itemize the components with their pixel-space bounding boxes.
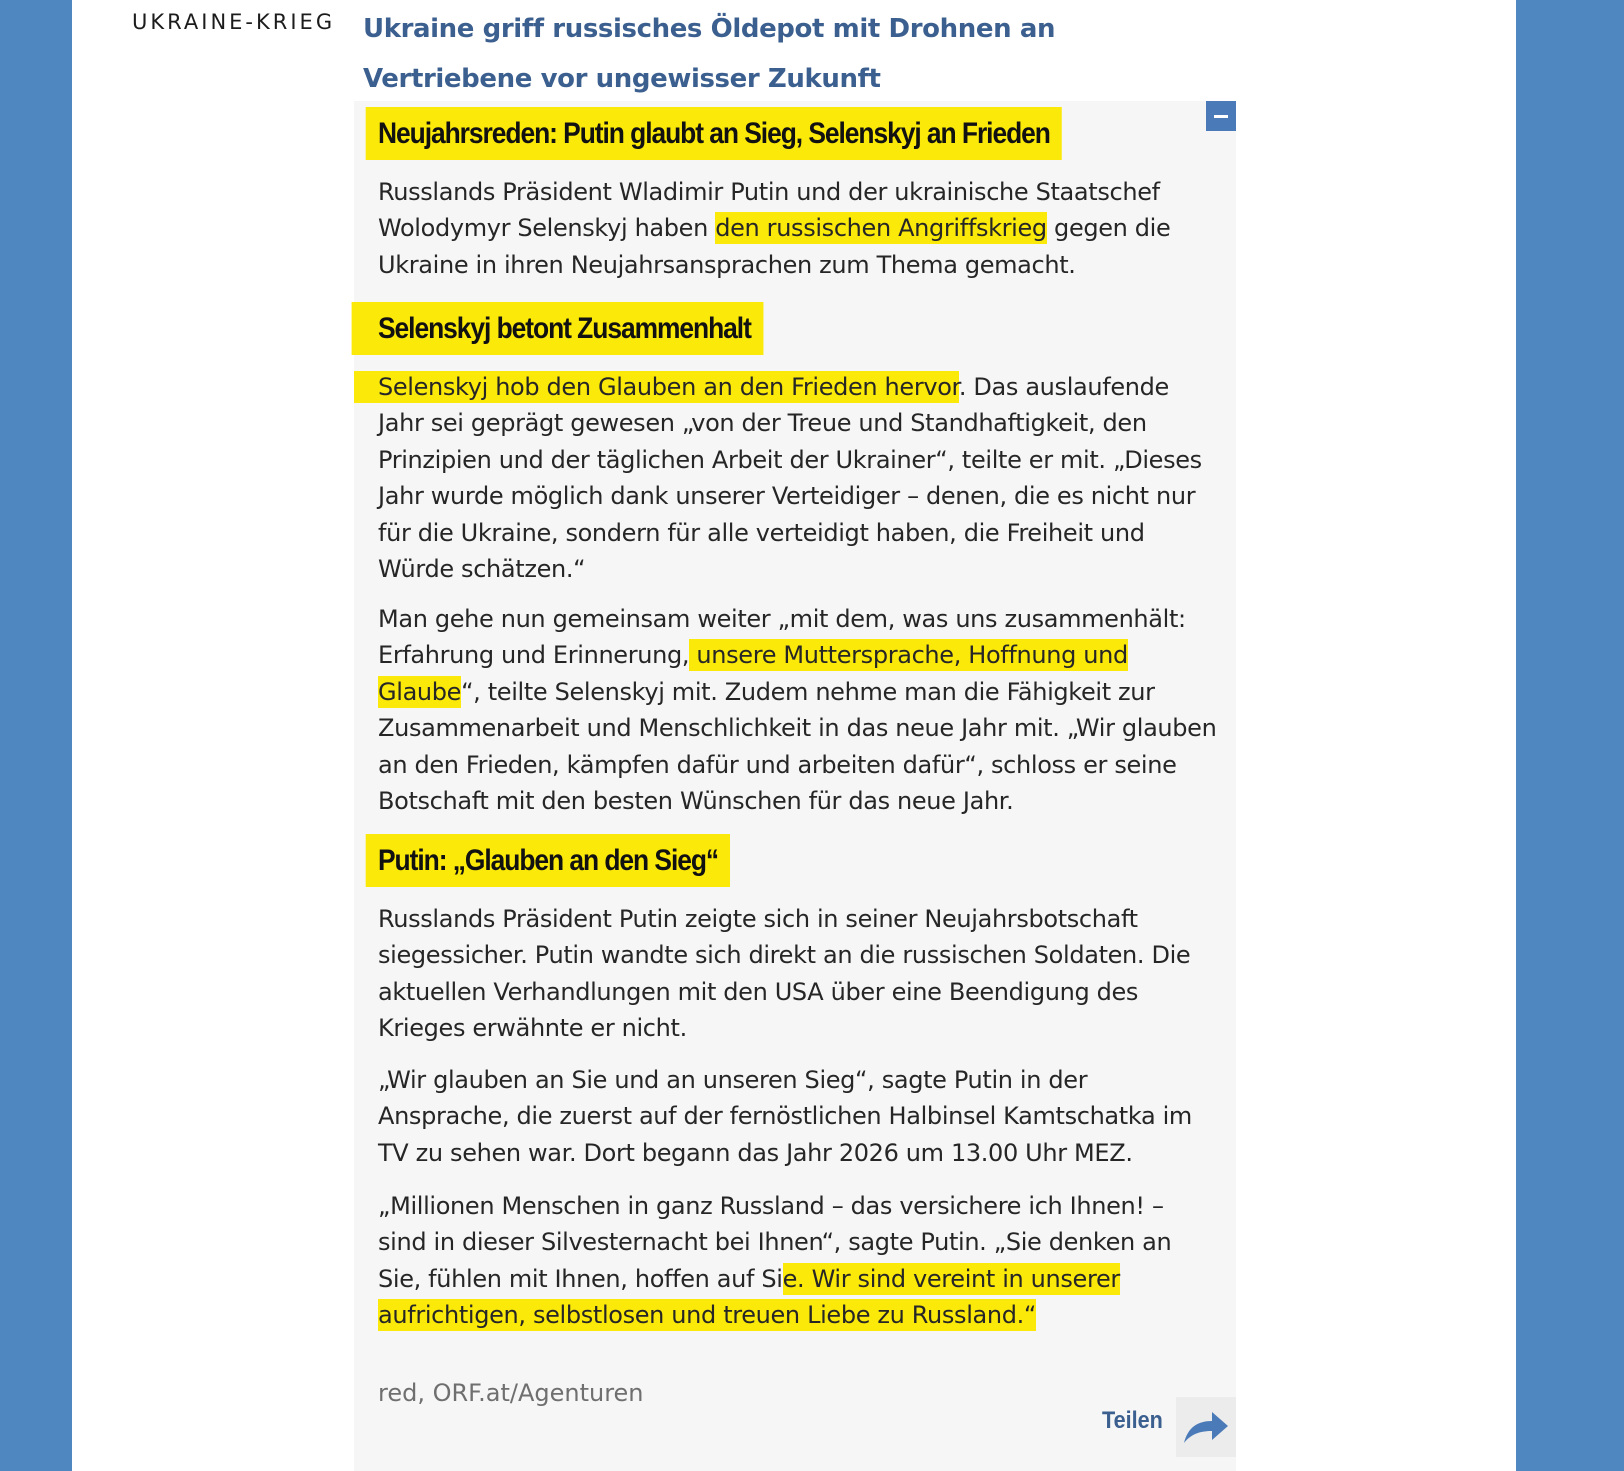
paragraph-6-text-a: „Millionen Menschen in ganz Russland – das versichere ich Ihnen! – sind in dieser Silvesternacht bei Ihnen“, sagte Putin. „Sie denken an Sie, fühlen mit Ihnen, hoffen auf Si <box>378 1192 1172 1293</box>
paragraph-3-text-a: Man gehe nun gemeinsam weiter „mit dem, was uns zusammenhält: Erfahrung und Erinnerung, <box>378 605 1186 670</box>
subheading-zusammenhalt <box>378 312 763 346</box>
source-credit: red, ORF.at/Agenturen <box>378 1379 644 1407</box>
paragraph-1-highlight: den russischen Angriffskrieg <box>715 214 1047 243</box>
subheading-putin-text: Putin: „Glauben an den Sieg“ <box>366 834 731 887</box>
paragraph-2-text-b: . Das auslaufende Jahr sei geprägt gewesen „von der Treue und Standhaftigkeit, den Prinzipien und der täglichen Arbeit der Ukrainer“, teilte er mit. „Dieses Jahr wurde möglich dank unserer Verteidiger – denen, die es nicht nur für die Ukraine, sondern für alle verteidigt haben, die Freiheit und Würde schätzen.“ <box>378 373 1202 584</box>
paragraph-2 <box>378 369 1218 587</box>
paragraph-3 <box>378 601 1218 819</box>
paragraph-6-highlight: e. Wir sind vereint in unserer aufrichtigen, selbstlosen und treuen Liebe zu Russland.“ <box>378 1264 1120 1330</box>
teaser-link-vertriebene[interactable]: Vertriebene vor ungewisser Zukunft <box>363 64 881 94</box>
paragraph-4: Russlands Präsident Putin zeigte sich in seiner Neujahrsbotschaft siegessicher. Putin wandte sich direkt an die russischen Soldaten. Die aktuellen Verhandlungen mit den USA über eine Beendigung des Krieges erwähnte er nicht. <box>378 905 1191 1043</box>
paragraph-1-text-a: Russlands Präsident Wladimir Putin und der ukrainische Staatschef Wolodymyr Selenskyj haben <box>378 178 1160 243</box>
category-label: UKRAINE-KRIEG <box>132 10 336 34</box>
story-box <box>354 101 1236 1471</box>
paragraph-5: „Wir glauben an Sie und an unseren Sieg“, sagte Putin in der Ansprache, die zuerst auf der fernöstlichen Halbinsel Kamtschatka im TV zu sehen war. Dort begann das Jahr 2026 um 13.00 Uhr MEZ. <box>378 1066 1192 1167</box>
story-title <box>378 117 1062 151</box>
story-title-text: Neujahrsreden: Putin glaubt an Sieg, Selenskyj an Frieden <box>366 107 1063 160</box>
paragraph-1-text-b: gegen die Ukraine in ihren Neujahrsansprachen zum Thema gemacht. <box>378 214 1171 279</box>
paragraph-3-text-b: “, teilte Selenskyj mit. Zudem nehme man die Fähigkeit zur Zusammenarbeit und Menschlichkeit in das neue Jahr mit. „Wir glauben an den Frieden, kämpfen dafür und arbeiten dafür“, schloss er seine Botschaft mit den besten Wünschen für das neue Jahr. <box>378 677 1217 816</box>
teaser-links <box>363 4 1055 104</box>
paragraph-3-highlight: unsere Muttersprache, Hoffnung und Glaube <box>378 641 1128 706</box>
subheading-putin <box>378 844 730 878</box>
share-arrow-icon <box>1176 1397 1236 1457</box>
paragraph-6 <box>378 1188 1218 1334</box>
page <box>72 0 1516 1471</box>
subheading-zusammenhalt-text: Selenskyj betont Zusammenhalt <box>352 302 764 355</box>
share-button[interactable] <box>1102 1397 1236 1457</box>
paragraph-1 <box>378 174 1218 283</box>
share-label: Teilen <box>1102 1407 1163 1434</box>
teaser-link-oeldepot[interactable]: Ukraine griff russisches Öldepot mit Drohnen an <box>363 14 1056 44</box>
paragraph-2-highlight: Selenskyj hob den Glauben an den Frieden hervor <box>354 371 959 403</box>
collapse-button[interactable] <box>1206 101 1236 131</box>
minus-icon <box>1214 115 1228 118</box>
